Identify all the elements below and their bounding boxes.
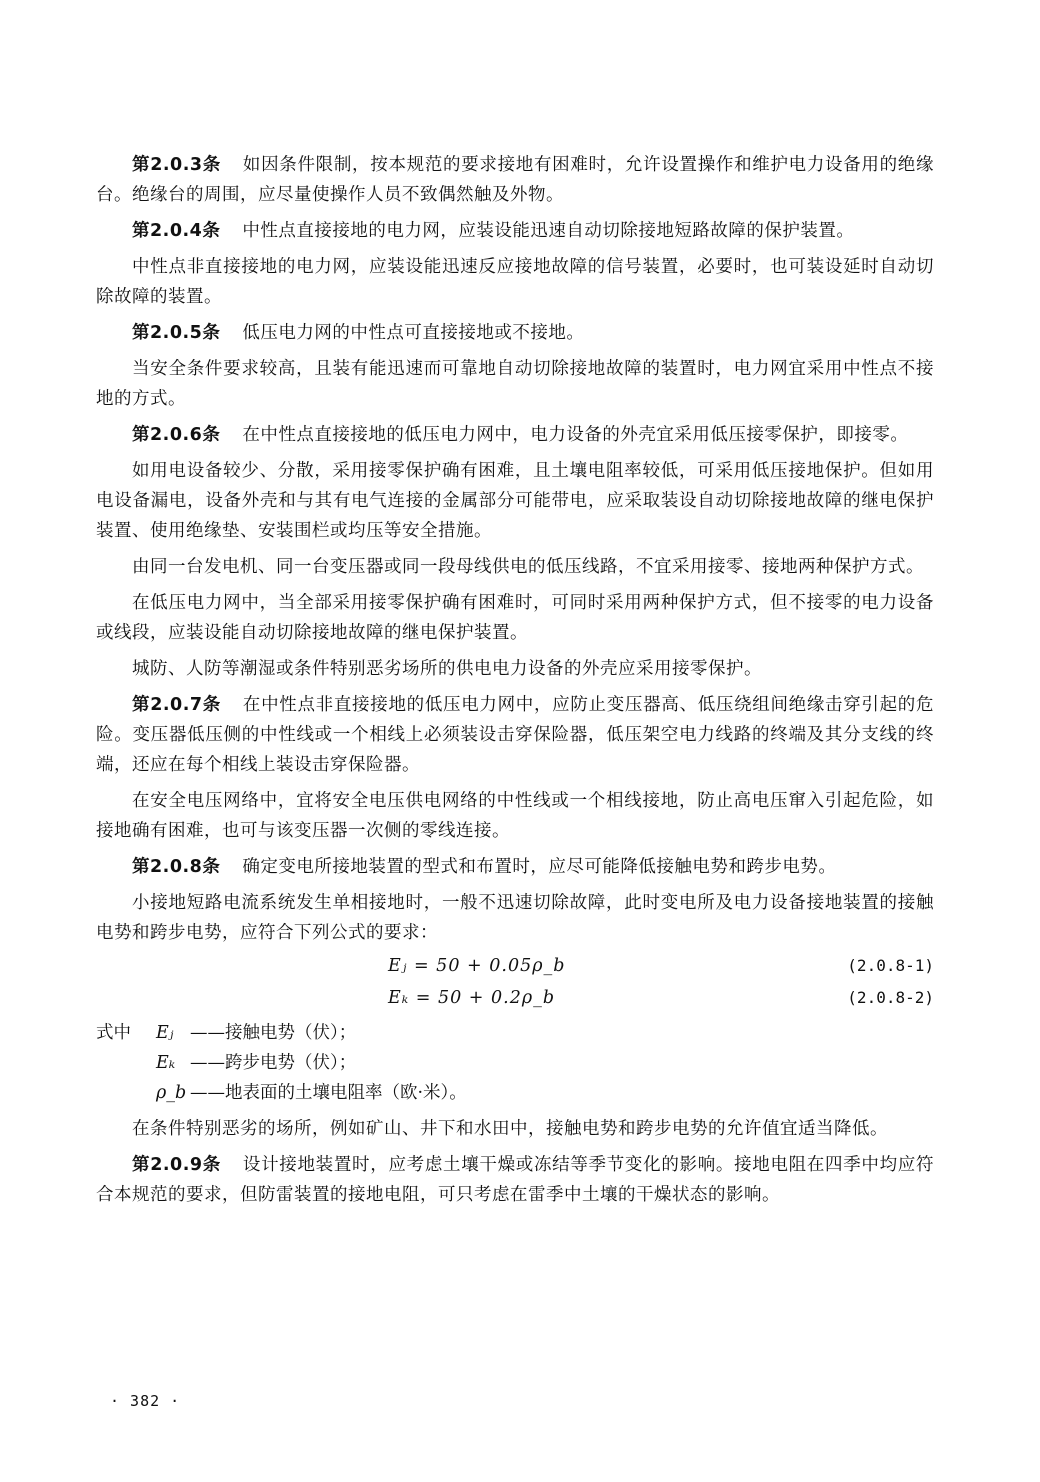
- article-label: 第2.0.8条: [132, 857, 221, 877]
- paragraph: 由同一台发电机、同一台变压器或同一段母线供电的低压线路，不宜采用接零、接地两种保护方式。: [132, 557, 924, 577]
- document-body: [96, 150, 934, 1216]
- definition-row: [96, 1018, 934, 1048]
- paragraph: 中性点非直接接地的电力网，应装设能迅速反应接地故障的信号装置，必要时，也可装设延时自动切除故障的装置。: [96, 257, 934, 307]
- symbol: Eₖ: [156, 1053, 176, 1073]
- paragraph: 小接地短路电流系统发生单相接地时，一般不迅速切除故障，此时变电所及电力设备接地装置的接触电势和跨步电势，应符合下列公式的要求：: [96, 893, 934, 943]
- article-label: 第2.0.5条: [132, 323, 221, 343]
- article-text: 在中性点非直接接地的低压电力网中，应防止变压器高、低压绕组间绝缘击穿引起的危险。变压器低压侧的中性线或一个相线上必须装设击穿保险器，低压架空电力线路的终端及其分支线的终端，还应在每个相线上装设击穿保险器。: [96, 695, 934, 775]
- page-number: · 382 ·: [110, 1392, 181, 1410]
- article-text: 设计接地装置时，应考虑土壤干燥或冻结等季节变化的影响。接地电阻在四季中均应符合本规范的要求，但防雷装置的接地电阻，可只考虑在雷季中土壤的干燥状态的影响。: [96, 1155, 934, 1205]
- formula-2-0-8-1: [96, 954, 934, 986]
- article-text: 如因条件限制，按本规范的要求接地有困难时，允许设置操作和维护电力设备用的绝缘台。绝缘台的周围，应尽量使操作人员不致偶然触及外物。: [96, 155, 934, 205]
- paragraph: 在安全电压网络中，宜将安全电压供电网络的中性线或一个相线接地，防止高电压窜入引起危险，如接地确有困难，也可与该变压器一次侧的零线连接。: [96, 791, 934, 841]
- article-2-0-8: [96, 852, 934, 882]
- formula-number: (2.0.8-2): [847, 988, 934, 1007]
- definitions-lead: 式中: [96, 1023, 131, 1043]
- article-label: 第2.0.4条: [132, 221, 221, 241]
- definition-row: [96, 1048, 934, 1078]
- article-2-0-6: [96, 420, 934, 450]
- definition-text: ——地表面的土壤电阻率（欧·米）。: [190, 1083, 467, 1103]
- article-2-0-3: [96, 150, 934, 210]
- paragraph: 在低压电力网中，当全部采用接零保护确有困难时，可同时采用两种保护方式，但不接零的电力设备或线段，应装设能自动切除接地故障的继电保护装置。: [96, 593, 934, 643]
- symbol: Eⱼ: [156, 1023, 174, 1043]
- definition-text: ——接触电势（伏）；: [190, 1023, 357, 1043]
- formula-expression: Eₖ = 50 + 0.2ρ_b: [388, 988, 556, 1008]
- definition-text: ——跨步电势（伏）；: [190, 1053, 357, 1073]
- article-2-0-4: [96, 216, 934, 246]
- article-text: 低压电力网的中性点可直接接地或不接地。: [242, 323, 585, 343]
- formula-number: (2.0.8-1): [847, 956, 934, 975]
- definition-row: [96, 1078, 934, 1108]
- paragraph: 城防、人防等潮湿或条件特别恶劣场所的供电电力设备的外壳应采用接零保护。: [132, 659, 762, 679]
- formula-2-0-8-2: [96, 986, 934, 1018]
- symbol-definitions: [96, 1018, 934, 1108]
- formula-expression: Eⱼ = 50 + 0.05ρ_b: [388, 956, 566, 976]
- article-2-0-5: [96, 318, 934, 348]
- symbol: ρ_b: [156, 1083, 187, 1103]
- article-text: 在中性点直接接地的低压电力网中，电力设备的外壳宜采用低压接零保护，即接零。: [242, 425, 909, 445]
- paragraph: 当安全条件要求较高，且装有能迅速而可靠地自动切除接地故障的装置时，电力网宜采用中性点不接地的方式。: [96, 359, 934, 409]
- article-label: 第2.0.7条: [132, 695, 221, 715]
- paragraph: 如用电设备较少、分散，采用接零保护确有困难，且土壤电阻率较低，可采用低压接地保护。但如用电设备漏电，设备外壳和与其有电气连接的金属部分可能带电，应采取装设自动切除接地故障的继电保护装置、使用绝缘垫、安装围栏或均压等安全措施。: [96, 461, 934, 541]
- article-text: 确定变电所接地装置的型式和布置时，应尽可能降低接触电势和跨步电势。: [242, 857, 837, 877]
- paragraph: 在条件特别恶劣的场所，例如矿山、井下和水田中，接触电势和跨步电势的允许值宜适当降低。: [132, 1119, 888, 1139]
- article-2-0-9: [96, 1150, 934, 1210]
- article-label: 第2.0.3条: [132, 155, 221, 175]
- article-label: 第2.0.9条: [132, 1155, 221, 1175]
- article-label: 第2.0.6条: [132, 425, 221, 445]
- article-2-0-7: [96, 690, 934, 780]
- article-text: 中性点直接接地的电力网，应装设能迅速自动切除接地短路故障的保护装置。: [242, 221, 855, 241]
